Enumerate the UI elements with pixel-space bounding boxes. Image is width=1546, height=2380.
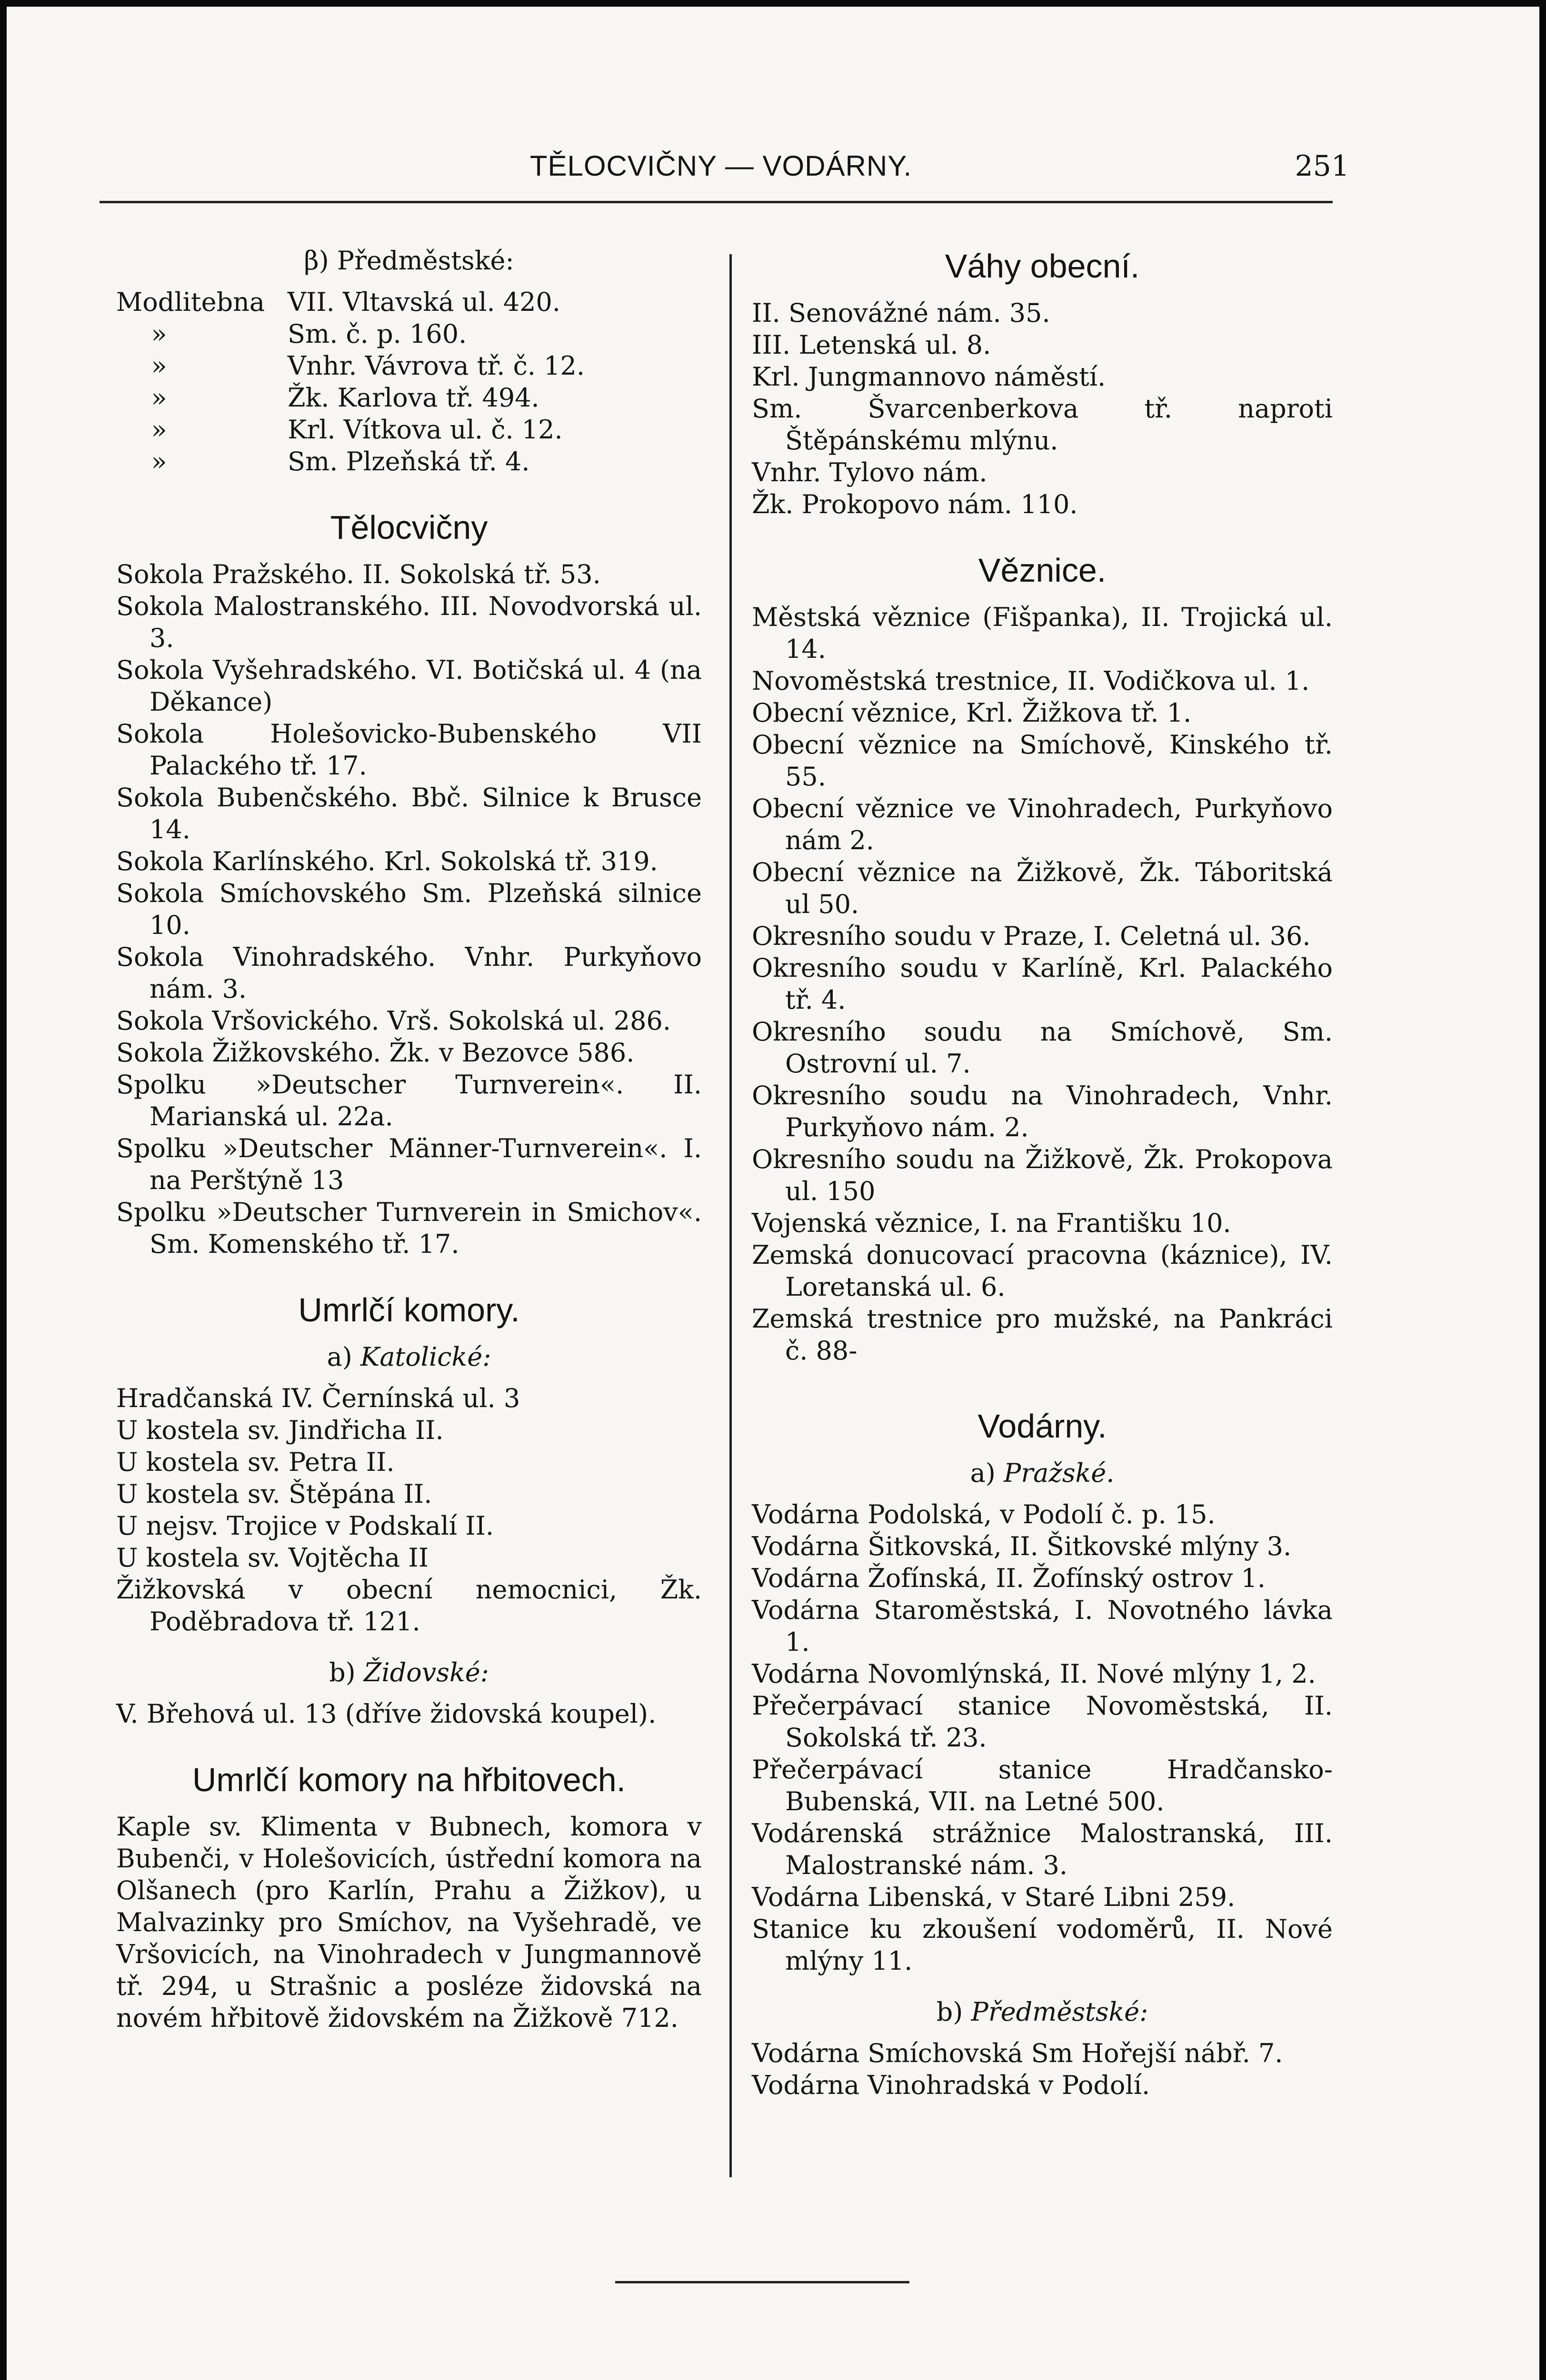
list-item: Stanice ku zkoušení vodoměrů, II. Nové mlýny 11. [752,1914,1333,1976]
book-page [7,7,1539,2380]
subsection-zidovske [116,1656,702,1688]
list-item [116,318,585,350]
list-item: Sokola Pražského. II. Sokolská tř. 53. [116,559,601,589]
chapel-address: Sm. č. p. 160. [288,319,467,349]
section-heading-telocvicny: Tělocvičny [330,509,488,546]
list-item: Spolku »Deutscher Turnverein«. II. Marianská ul. 22a. [116,1070,702,1131]
list-item: II. Senovážné nám. 35. [752,298,1050,328]
list-item: U kostela sv. Petra II. [116,1447,395,1477]
section-heading-veznice: Věznice. [978,552,1107,589]
section-heading-vodarny: Vodárny. [977,1408,1107,1445]
list-item: Žižkovská v obecní nemocnici, Žk. Poděbradova tř. 121. [116,1575,702,1636]
list-item: Okresního soudu v Karlíně, Krl. Palackého tř. 4. [752,953,1333,1015]
list-item: U kostela sv. Vojtěcha II [116,1543,429,1573]
chapels-list [116,286,585,477]
ditto-mark: » [151,446,167,476]
list-item: Vodárna Žofínská, II. Žofínský ostrov 1. [752,1563,1266,1593]
subsection-title: Židovské: [363,1657,489,1687]
list-item: Obecní věznice ve Vinohradech, Purkyňovo nám 2. [752,793,1333,855]
vahy-list [752,297,1333,520]
chapel-address: Krl. Vítkova ul. č. 12. [288,415,563,445]
ditto-mark: » [151,383,167,413]
list-item: Obecní věznice na Žižkově, Žk. Táboritská ul 50. [752,857,1333,919]
list-item: Vodárna Novomlýnská, II. Nové mlýny 1, 2. [752,1659,1316,1689]
list-item: Městská věznice (Fišpanka), II. Trojická ul. 14. [752,602,1333,664]
section-heading-hrbitovy: Umrlčí komory na hřbitovech. [192,1761,626,1798]
subsection-title: Pražské. [1004,1458,1115,1488]
column-divider [729,254,732,2177]
list-item: III. Letenská ul. 8. [752,330,991,360]
list-item: Obecní věznice, Krl. Žižkova tř. 1. [752,698,1192,728]
list-item: Sm. Švarcenberkova tř. naproti Štěpánskému mlýnu. [752,394,1333,456]
subsection-label: b) [936,1997,963,2027]
right-column [752,245,1333,2101]
list-item: Okresního soudu na Vinohradech, Vnhr. Purkyňovo nám. 2. [752,1081,1333,1142]
ditto-mark: » [151,351,167,381]
list-item: Spolku »Deutscher Turnverein in Smichov«. Sm. Komenského tř. 17. [116,1197,702,1259]
ditto-mark: » [151,319,167,349]
list-item: Krl. Jungmannovo náměstí. [752,362,1106,392]
subsection-label: a) [327,1342,352,1372]
list-item: Vodárna Staroměstská, I. Novotného lávka 1. [752,1595,1333,1657]
subsection-title: Předměstské: [971,1997,1148,2027]
list-item: Vodárna Vinohradská v Podolí. [752,2070,1150,2100]
list-item [116,382,585,414]
list-item: Okresního soudu na Žižkově, Žk. Prokopova ul. 150 [752,1144,1333,1206]
list-item: Sokola Vinohradského. Vnhr. Purkyňovo nám. 3. [116,942,702,1004]
ditto-mark: » [151,415,167,445]
section-heading-umrlci-komory: Umrlčí komory. [298,1291,520,1329]
section-subheading-predmestske: β) Předměstské: [304,246,514,276]
predmestske-list [752,2037,1333,2101]
list-item [116,350,585,382]
footer-rule [615,2281,909,2283]
subsection-katolicke [116,1341,702,1373]
subsection-prazske [752,1457,1333,1489]
katolicke-list [116,1382,702,1637]
list-item: Vojenská věznice, I. na Františku 10. [752,1208,1231,1238]
list-item: Hradčanská IV. Černínská ul. 3 [116,1383,520,1413]
subsection-label: a) [970,1458,996,1488]
hrbitovy-paragraph: Kaple sv. Klimenta v Bubnech, komora v Bubenči, v Holešovicích, ústřední komora na Olšanech (pro Karlín, Prahu a Žižkov), u Malvazinky pro Smíchov, na Vyšehradě, ve Vršovicích, na Vinohradech v Jungmannově tř. 294, u Strašnic a posléze židovská na novém hřbitově židovském na Žižkově 712. [116,1812,702,2033]
list-item: Sokola Bubenčského. Bbč. Silnice k Brusce 14. [116,783,702,844]
page-number: 251 [1295,149,1349,183]
subsection-label: b) [329,1657,356,1687]
chapel-address: Žk. Karlova tř. 494. [288,383,539,413]
list-item: Sokola Malostranského. III. Novodvorská ul. 3. [116,591,702,653]
list-item: Sokola Smíchovského Sm. Plzeňská silnice 10. [116,878,702,940]
chapel-address: Sm. Plzeňská tř. 4. [288,446,530,476]
chapel-label: Modlitebna [116,287,265,317]
subsection-title: Katolické: [360,1342,491,1372]
list-item: Obecní věznice na Smíchově, Kinského tř. 55. [752,730,1333,792]
header-rule [100,201,1333,203]
prazske-list [752,1498,1333,1977]
list-item [116,286,585,318]
telocvicny-list [116,558,702,1260]
list-item: Přečerpávací stanice Novoměstská, II. Sokolská tř. 23. [752,1691,1333,1753]
list-item: Sokola Vyšehradského. VI. Botičská ul. 4 (na Děkance) [116,655,702,717]
list-item: U kostela sv. Štěpána II. [116,1479,432,1509]
list-item: Sokola Žižkovského. Žk. v Bezovce 586. [116,1038,635,1068]
list-item: Žk. Prokopovo nám. 110. [752,489,1078,519]
list-item: U nejsv. Trojice v Podskalí II. [116,1511,494,1541]
list-item: Vodárenská strážnice Malostranská, III. Malostranské nám. 3. [752,1818,1333,1880]
list-item: Zemská donucovací pracovna (káznice), IV. Loretanská ul. 6. [752,1240,1333,1302]
list-item [116,446,585,477]
left-column [116,245,702,2034]
list-item: Vodárna Podolská, v Podolí č. p. 15. [752,1499,1216,1529]
list-item: U kostela sv. Jindřicha II. [116,1415,444,1445]
list-item: Sokola Karlínského. Krl. Sokolská tř. 319. [116,846,658,876]
chapel-address: VII. Vltavská ul. 420. [288,287,561,317]
list-item: Vodárna Libenská, v Staré Libni 259. [752,1882,1236,1912]
veznice-list [752,601,1333,1367]
subsection-predmestske [752,1996,1333,2028]
list-item: Přečerpávací stanice Hradčansko-Bubenská, VII. na Letné 500. [752,1755,1333,1816]
running-title: TĚLOCVIČNY — VODÁRNY. [529,150,912,182]
list-item: Vodárna Smíchovská Sm Hořejší nábř. 7. [752,2038,1283,2068]
list-item: Vodárna Šitkovská, II. Šitkovské mlýny 3. [752,1531,1292,1561]
section-heading-vahy: Váhy obecní. [945,248,1140,285]
list-item [116,414,585,446]
list-item: Okresního soudu na Smíchově, Sm. Ostrovní ul. 7. [752,1017,1333,1079]
list-item: Zemská trestnice pro mužské, na Pankráci č. 88- [752,1304,1333,1366]
chapel-address: Vnhr. Vávrova tř. č. 12. [288,351,585,381]
list-item: Vnhr. Tylovo nám. [752,457,987,487]
list-item: V. Břehová ul. 13 (dříve židovská koupel). [116,1699,657,1729]
page-header [97,149,1349,188]
list-item: Okresního soudu v Praze, I. Celetná ul. 36. [752,921,1311,951]
list-item: Spolku »Deutscher Männer-Turnverein«. I. na Perštýně 13 [116,1133,702,1195]
list-item: Novoměstská trestnice, II. Vodičkova ul. 1. [752,666,1310,696]
list-item: Sokola Holešovicko-Bubenského VII Palackého tř. 17. [116,719,702,781]
list-item: Sokola Vršovického. Vrš. Sokolská ul. 286. [116,1006,671,1036]
